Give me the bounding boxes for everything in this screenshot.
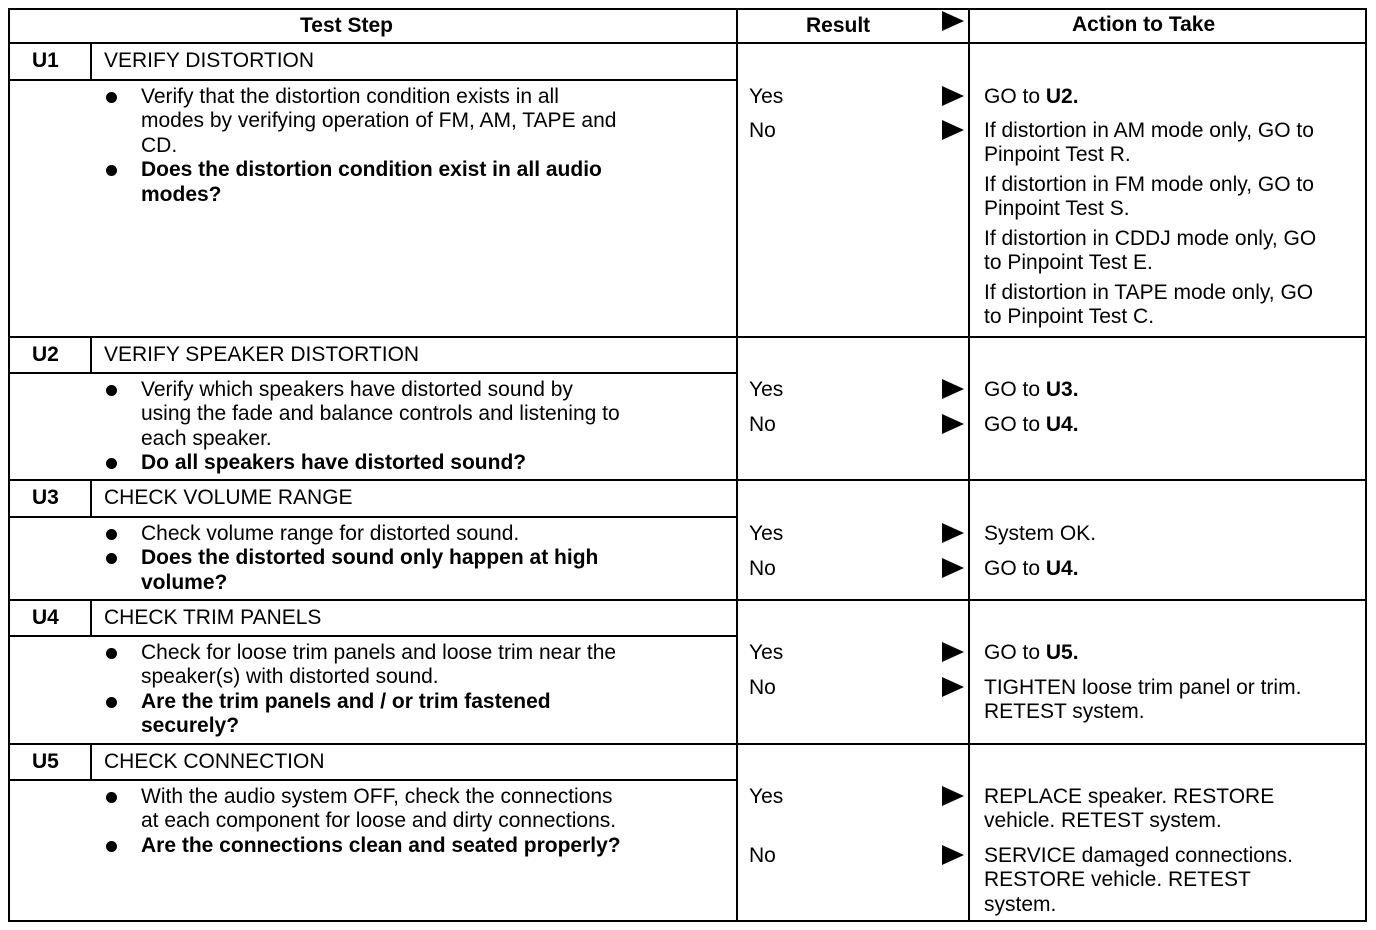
instruction-text: at each component for loose and dirty connections. (141, 809, 617, 833)
action-text (984, 413, 1079, 437)
action-text-plain: to Pinpoint Test C. (984, 305, 1155, 329)
bullet-icon (106, 553, 117, 564)
action-text (984, 143, 1131, 167)
step-title: VERIFY DISTORTION (104, 49, 315, 72)
title-divider (8, 516, 738, 518)
action-text (984, 676, 1301, 700)
action-text (984, 197, 1130, 221)
result-arrow-icon (942, 558, 964, 578)
question-text: securely? (141, 714, 240, 738)
action-text-plain: RETEST system. (984, 700, 1145, 724)
step-id-divider (90, 599, 92, 637)
action-text-plain: GO to (984, 641, 1046, 664)
action-text (984, 700, 1145, 724)
result-no: No (749, 413, 776, 436)
instruction-text: With the audio system OFF, check the connections (141, 785, 613, 808)
instruction-text: Check for loose trim panels and loose trim near the (141, 641, 617, 664)
action-text (984, 522, 1096, 546)
result-arrow-icon (942, 120, 964, 140)
step-title: CHECK CONNECTION (104, 750, 325, 773)
question-text: modes? (141, 182, 222, 206)
result-yes: Yes (749, 522, 784, 545)
action-text-plain: Pinpoint Test S. (984, 197, 1130, 221)
action-text-plain: If distortion in TAPE mode only, GO (984, 281, 1314, 304)
bullet-icon (106, 697, 117, 708)
question-text: Are the connections clean and seated properly? (141, 833, 621, 857)
action-text-plain: vehicle. RETEST system. (984, 809, 1222, 833)
action-text-plain: SERVICE damaged connections. (984, 844, 1293, 867)
result-arrow-icon (942, 379, 964, 399)
section-divider (8, 479, 1367, 481)
action-text-plain: GO to (984, 557, 1046, 580)
step-title: CHECK VOLUME RANGE (104, 486, 353, 509)
action-step-ref: U5. (1045, 641, 1079, 664)
step-id: U4 (32, 606, 59, 629)
result-arrow-icon (942, 414, 964, 434)
action-text (984, 119, 1314, 143)
action-text (984, 227, 1316, 251)
table-left-border (8, 8, 10, 922)
action-step-ref: U3. (1045, 378, 1079, 401)
action-text (984, 641, 1079, 665)
instruction-text: each speaker. (141, 426, 272, 450)
result-arrow-icon (942, 845, 964, 865)
title-divider (8, 372, 738, 374)
header-result: Result (806, 14, 871, 37)
result-yes: Yes (749, 378, 784, 401)
action-text (984, 809, 1222, 833)
step-id-divider (90, 479, 92, 518)
bullet-icon (106, 92, 117, 103)
instruction-text: speaker(s) with distorted sound. (141, 665, 439, 689)
step-id: U2 (32, 343, 59, 366)
result-yes: Yes (749, 641, 784, 664)
bullet-icon (106, 792, 117, 803)
action-text-plain: REPLACE speaker. RESTORE (984, 785, 1275, 808)
action-text (984, 378, 1079, 402)
result-column-divider (736, 8, 738, 922)
action-text (984, 251, 1153, 275)
action-text-plain: GO to (984, 413, 1046, 436)
title-divider (8, 635, 738, 637)
action-step-ref: U4. (1045, 557, 1079, 580)
table-right-border (1365, 8, 1367, 922)
bullet-icon (106, 841, 117, 852)
action-text-plain: If distortion in CDDJ mode only, GO (984, 227, 1317, 250)
action-text-plain: If distortion in FM mode only, GO to (984, 173, 1314, 196)
header-divider (8, 42, 1367, 44)
result-arrow-icon (942, 642, 964, 662)
action-step-ref: U4. (1045, 413, 1079, 436)
action-text-plain: System OK. (984, 522, 1097, 545)
result-arrow-icon (942, 86, 964, 106)
action-text (984, 85, 1079, 109)
step-title: VERIFY SPEAKER DISTORTION (104, 343, 420, 366)
section-divider (8, 336, 1367, 338)
action-text (984, 281, 1313, 305)
bullet-icon (106, 385, 117, 396)
step-id: U5 (32, 750, 59, 773)
header-action: Action to Take (1072, 13, 1216, 36)
instruction-text: Verify which speakers have distorted sound by (141, 378, 573, 401)
action-step-ref: U2. (1045, 85, 1079, 108)
result-no: No (749, 676, 776, 699)
action-text (984, 844, 1293, 868)
step-id-divider (90, 42, 92, 81)
action-text-plain: TIGHTEN loose trim panel or trim. (984, 676, 1302, 699)
action-text-plain: GO to (984, 378, 1046, 401)
instruction-text: CD. (141, 133, 178, 157)
title-divider (8, 79, 738, 81)
action-text-plain: Pinpoint Test R. (984, 143, 1131, 167)
instruction-text: Verify that the distortion condition exists in all (141, 85, 559, 108)
action-text (984, 893, 1056, 917)
action-text (984, 173, 1314, 197)
action-text-plain: system. (984, 892, 1057, 916)
result-no: No (749, 557, 776, 580)
question-text: Does the distorted sound only happen at high (141, 546, 599, 570)
action-text-plain: If distortion in AM mode only, GO to (984, 119, 1314, 142)
table-bottom-border (8, 920, 1367, 922)
table-top-border (8, 8, 1367, 10)
question-text: Do all speakers have distorted sound? (141, 451, 527, 475)
result-arrow-icon (942, 677, 964, 697)
action-text (984, 305, 1154, 329)
question-text: volume? (141, 570, 228, 594)
action-text-plain: RESTORE vehicle. RETEST (984, 868, 1251, 892)
instruction-text: using the fade and balance controls and listening to (141, 402, 620, 426)
result-no: No (749, 119, 776, 142)
result-arrow-icon (942, 786, 964, 806)
action-text (984, 868, 1251, 892)
question-text: Are the trim panels and / or trim fastened (141, 689, 551, 713)
instruction-text: modes by verifying operation of FM, AM, TAPE and (141, 109, 617, 133)
bullet-icon (106, 529, 117, 540)
instruction-text: Check volume range for distorted sound. (141, 522, 520, 545)
bullet-icon (106, 165, 117, 176)
result-arrow-icon (942, 523, 964, 543)
result-yes: Yes (749, 785, 784, 808)
step-id: U1 (32, 49, 59, 72)
action-text (984, 785, 1274, 809)
result-no: No (749, 844, 776, 867)
question-text: Does the distortion condition exist in all audio (141, 158, 602, 182)
action-text (984, 557, 1079, 581)
step-id: U3 (32, 486, 59, 509)
bullet-icon (106, 648, 117, 659)
header-test-step: Test Step (300, 14, 393, 37)
section-divider (8, 743, 1367, 745)
step-id-divider (90, 336, 92, 374)
step-title: CHECK TRIM PANELS (104, 606, 322, 629)
section-divider (8, 599, 1367, 601)
result-yes: Yes (749, 85, 784, 108)
action-text-plain: GO to (984, 85, 1046, 108)
action-text-plain: to Pinpoint Test E. (984, 251, 1153, 275)
title-divider (8, 779, 738, 781)
header-arrow-icon (942, 11, 964, 31)
bullet-icon (106, 458, 117, 469)
step-id-divider (90, 743, 92, 781)
action-column-divider (968, 8, 970, 922)
